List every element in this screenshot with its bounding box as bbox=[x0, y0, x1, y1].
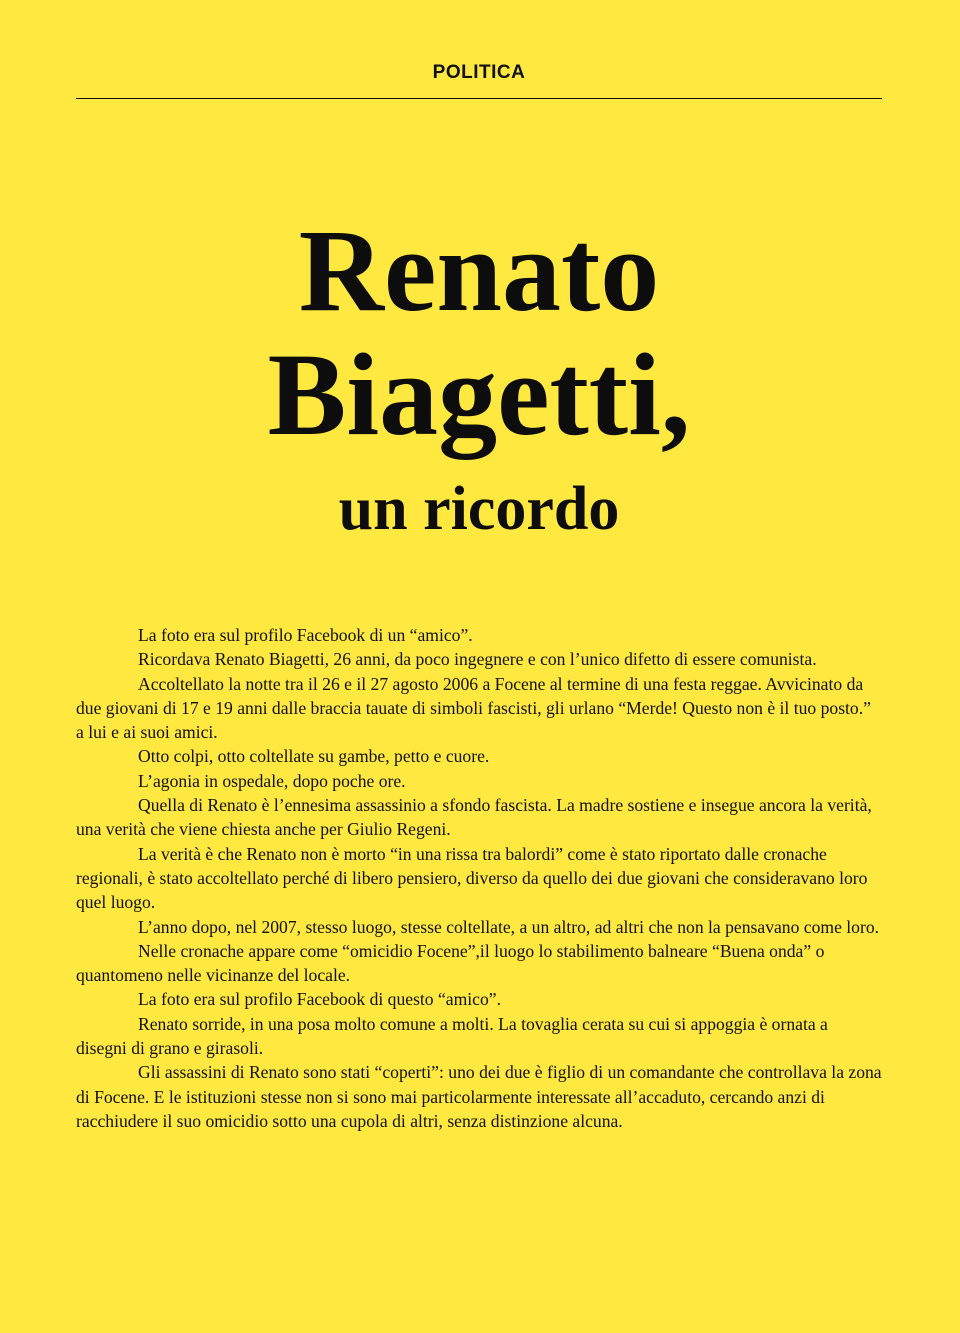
title-line-1: Renato bbox=[298, 205, 660, 337]
paragraph-4: Otto colpi, otto coltellate su gambe, petto e cuore. bbox=[138, 746, 490, 767]
paragraph-11: Renato sorride, in una posa molto comune a molti. La tovaglia cerata su cui si appoggia è ornata a disegni di grano e girasoli. bbox=[76, 1013, 828, 1059]
paragraph-10: La foto era sul profilo Facebook di questo “amico”. bbox=[138, 989, 501, 1010]
section-label: POLITICA bbox=[432, 62, 526, 83]
paragraph-8: L’anno dopo, nel 2007, stesso luogo, stesse coltellate, a un altro, ad altri che non la pensavano come loro. bbox=[138, 916, 880, 937]
paragraph-12: Gli assassini di Renato sono stati “coperti”: uno dei due è figlio di un comandante che controllava la zona di Focene. E le istituzioni stesse non si sono mai particolarmente interessate all’accaduto, cercando anzi di racchiudere il suo omicidio sotto una cupola di altri, senza distinzione alcuna. bbox=[76, 1062, 882, 1131]
header-divider bbox=[76, 98, 882, 99]
paragraph-1: La foto era sul profilo Facebook di un “amico”. bbox=[138, 625, 473, 645]
paragraph-5: L’agonia in ospedale, dopo poche ore. bbox=[138, 770, 406, 791]
paragraph-2: Ricordava Renato Biagetti, 26 anni, da poco ingegnere e con l’unico difetto di essere comunista. bbox=[138, 649, 817, 670]
paragraph-7: La verità è che Renato non è morto “in una rissa tra balordi” come è stato riportato dalle cronache regionali, è stato accoltellato perché di libero pensiero, diverso da quello dei due giovani che consideravano loro quel luogo. bbox=[76, 843, 868, 913]
paragraph-6: Quella di Renato è l’ennesima assassinio a sfondo fascista. La madre sostiene e insegue ancora la verità, una verità che viene chiesta anche per Giulio Regeni. bbox=[76, 795, 872, 840]
paragraph-9: Nelle cronache appare come “omicidio Focene”,il luogo lo stabilimento balneare “Buena onda” o quantomeno nelle vicinanze del locale. bbox=[76, 940, 825, 986]
title-line-2: Biagetti, bbox=[267, 329, 691, 461]
paragraph-3: Accoltellato la notte tra il 26 e il 27 agosto 2006 a Focene al termine di una festa reggae. Avvicinato da due giovani di 17 e 19 anni dalle braccia tauate di simboli fascisti, gli urlano “Merde! Questo non è il tuo posto.” a lui e ai suoi amici. bbox=[76, 673, 871, 743]
article-subtitle: un ricordo bbox=[338, 475, 620, 544]
article-body bbox=[76, 623, 882, 1133]
article-title bbox=[76, 205, 882, 547]
